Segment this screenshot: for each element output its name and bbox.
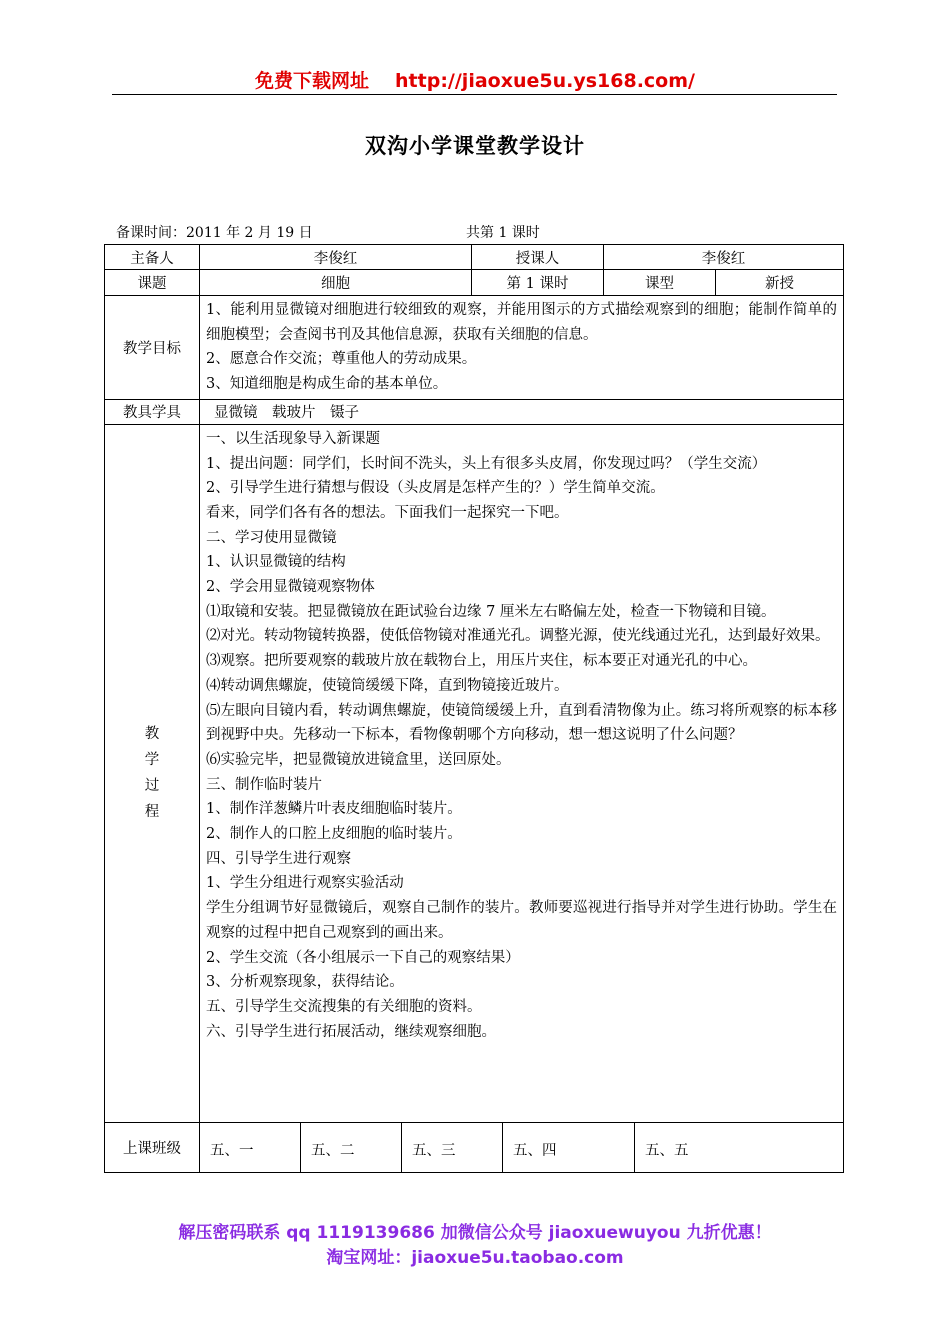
class-cell: 五、一 bbox=[200, 1122, 301, 1172]
goal-line: 1、能利用显微镜对细胞进行较细致的观察，并能用图示的方式描绘观察到的细胞；能制作简单的细胞模型；会查阅书刊及其他信息源，获取有关细胞的信息。 bbox=[206, 302, 838, 343]
footer-shop-link[interactable]: 淘宝网址：jiaoxue5u.taobao.com bbox=[326, 1248, 624, 1268]
tools-label: 教具学具 bbox=[105, 399, 200, 424]
process-label: 教 学 过 程 bbox=[105, 424, 200, 1122]
table-row bbox=[105, 296, 844, 400]
process-line: 一、以生活现象导入新课题 bbox=[206, 430, 380, 447]
process-line: ⑵对光。转动物镜转换器，使低倍物镜对准通光孔。调整光源，使光线通过光孔，达到最好效果。 bbox=[206, 628, 830, 645]
process-line: ⑷转动调焦螺旋，使镜筒缓缓下降，直到物镜接近玻片。 bbox=[206, 677, 569, 694]
topic-label: 课题 bbox=[105, 270, 200, 296]
process-line: 3、分析观察现象，获得结论。 bbox=[206, 974, 404, 991]
header-divider bbox=[112, 94, 837, 95]
type-value: 新授 bbox=[716, 270, 844, 296]
process-line: 三、制作临时装片 bbox=[206, 776, 322, 793]
teacher-value: 李俊红 bbox=[604, 245, 844, 270]
process-line: 六、引导学生进行拓展活动，继续观察细胞。 bbox=[206, 1023, 496, 1040]
table-row bbox=[105, 245, 844, 270]
header-download-banner bbox=[0, 66, 950, 93]
process-line: ⑹实验完毕，把显微镜放进镜盒里，送回原处。 bbox=[206, 751, 511, 768]
process-line: 学生分组调节好显微镜后，观察自己制作的装片。教师要巡视进行指导并对学生进行协助。学生在观察的过程中把自己观察到的画出来。 bbox=[206, 900, 838, 941]
header-label: 免费下载网址 bbox=[255, 70, 370, 92]
period-value: 第 1 课时 bbox=[472, 270, 604, 296]
tools-value: 显微镜 载玻片 镊子 bbox=[200, 399, 844, 424]
topic-value: 细胞 bbox=[200, 270, 472, 296]
lesson-plan-table bbox=[104, 244, 844, 1173]
process-line: 1、提出问题：同学们，长时间不洗头，头上有很多头皮屑，你发现过吗？（学生交流） bbox=[206, 455, 767, 472]
process-line: ⑸左眼向目镜内看，转动调焦螺旋，使镜筒缓缓上升，直到看清物像为止。练习将所观察的标本移到视野中央。先移动一下标本，看物像朝哪个方向移动，想一想这说明了什么问题？ bbox=[206, 702, 838, 744]
process-line: 五、引导学生交流搜集的有关细胞的资料。 bbox=[206, 998, 482, 1015]
process-line: 看来，同学们各有各的想法。下面我们一起探究一下吧。 bbox=[206, 504, 569, 521]
process-content bbox=[200, 424, 844, 1122]
prep-date: 备课时间：2011 年 2 月 19 日 bbox=[116, 225, 313, 241]
table-row bbox=[105, 1122, 844, 1172]
process-line: 1、认识显微镜的结构 bbox=[206, 554, 346, 571]
process-line: 2、制作人的口腔上皮细胞的临时装片。 bbox=[206, 826, 462, 843]
footer-contact: 解压密码联系 qq 1119139686 加微信公众号 jiaoxuewuyou 九折优惠！ bbox=[178, 1223, 772, 1243]
meta-line bbox=[116, 222, 540, 242]
goals-label: 教学目标 bbox=[105, 296, 200, 400]
process-line: ⑴取镜和安装。把显微镜放在距试验台边缘 7 厘米左右略偏左处，检查一下物镜和目镜。 bbox=[206, 603, 776, 620]
process-line: 1、学生分组进行观察实验活动 bbox=[206, 875, 404, 892]
goal-line: 3、知道细胞是构成生命的基本单位。 bbox=[206, 376, 448, 393]
process-line: 2、引导学生进行猜想与假设（头皮屑是怎样产生的？）学生简单交流。 bbox=[206, 480, 665, 497]
class-cell: 五、三 bbox=[402, 1122, 503, 1172]
table-row bbox=[105, 270, 844, 296]
class-cell: 五、二 bbox=[301, 1122, 402, 1172]
period-total: 共第 1 课时 bbox=[466, 225, 540, 241]
class-cell: 五、五 bbox=[635, 1122, 844, 1172]
goals-content bbox=[200, 296, 844, 400]
type-label: 课型 bbox=[604, 270, 716, 296]
goal-line: 2、愿意合作交流；尊重他人的劳动成果。 bbox=[206, 351, 477, 368]
process-line: 1、制作洋葱鳞片叶表皮细胞临时装片。 bbox=[206, 801, 462, 818]
process-line: 2、学生交流（各小组展示一下自己的观察结果） bbox=[206, 949, 520, 966]
process-line: 四、引导学生进行观察 bbox=[206, 850, 351, 867]
classes-label: 上课班级 bbox=[105, 1122, 200, 1172]
preparer-value: 李俊红 bbox=[200, 245, 472, 270]
table-row bbox=[105, 424, 844, 1122]
teacher-label: 授课人 bbox=[472, 245, 604, 270]
process-line: ⑶观察。把所要观察的载玻片放在载物台上，用压片夹住，标本要正对通光孔的中心。 bbox=[206, 653, 757, 670]
table-row bbox=[105, 399, 844, 424]
page-title: 双沟小学课堂教学设计 bbox=[365, 134, 585, 158]
class-cell: 五、四 bbox=[503, 1122, 635, 1172]
preparer-label: 主备人 bbox=[105, 245, 200, 270]
header-url-link[interactable]: http://jiaoxue5u.ys168.com/ bbox=[395, 70, 695, 92]
process-line: 二、学习使用显微镜 bbox=[206, 529, 337, 546]
process-line: 2、学会用显微镜观察物体 bbox=[206, 579, 375, 596]
